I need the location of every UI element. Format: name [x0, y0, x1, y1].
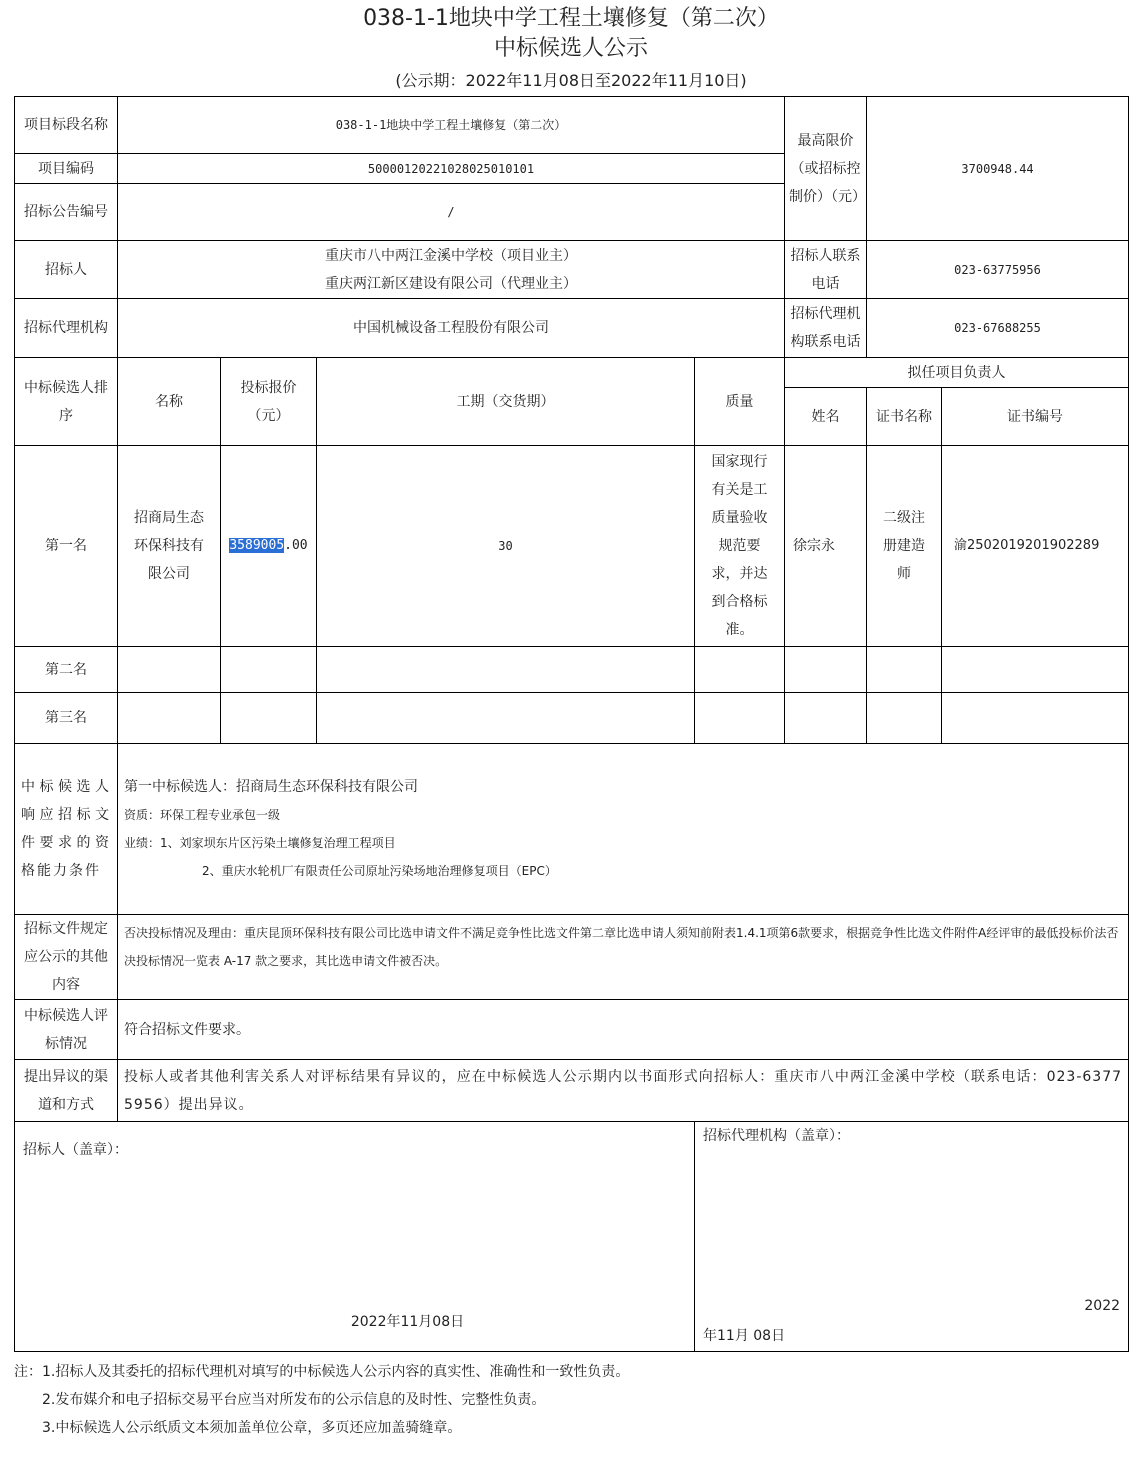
qualification-label: 中标候选人响应招标文件要求的资格能力条件: [15, 744, 118, 915]
candidate-quality: 国家现行有关是工质量验收规范要求，并达到合格标准。: [695, 446, 785, 647]
page-title: 038-1-1地块中学工程土壤修复（第二次）: [363, 6, 779, 31]
qualification-performance-1: 业绩：1、刘家坝东片区污染土壤修复治理工程项目: [124, 836, 396, 850]
qualification-performance-2: 2、重庆水轮机厂有限责任公司原址污染场地治理修复项目（EPC）: [202, 864, 557, 878]
agency-phone-value: 023-67688255: [867, 299, 1129, 358]
qualification-cert: 资质：环保工程专业承包一级: [124, 808, 281, 822]
candidate-price: [221, 446, 317, 647]
notice-no-value: /: [118, 184, 785, 241]
col-quality-header: 质量: [695, 358, 785, 446]
col-cert-no-header: 证书编号: [942, 388, 1129, 446]
table-row: [15, 693, 1129, 744]
candidate-cert-name: 二级注册建造师: [867, 446, 942, 647]
tenderer-value: [118, 241, 785, 299]
tenderer-seal-label: 招标人（盖章）：: [23, 1142, 128, 1158]
table-row: [15, 446, 1129, 647]
tenderer-phone-label: 招标人联系电话: [785, 241, 867, 299]
col-price-header: 投标报价（元）: [221, 358, 317, 446]
candidate-rank: 第三名: [15, 693, 118, 744]
tenderer-line-owner: 重庆市八中两江金溪中学校（项目业主）: [325, 247, 577, 264]
note-2: 2.发布媒介和电子招标交易平台应当对所发布的公示信息的及时性、完整性负责。: [42, 1392, 546, 1408]
agency-seal-area: [695, 1122, 1129, 1352]
candidate-cert-no: 渝2502019201902289: [942, 446, 1129, 647]
other-label: 招标文件规定应公示的其他内容: [15, 915, 118, 1000]
project-code-value: 500001202210280250101​01: [118, 154, 785, 184]
tenderer-line-agent: 重庆两江新区建设有限公司（代理业主）: [325, 275, 577, 292]
objection-label: 提出异议的渠道和方式: [15, 1060, 118, 1122]
max-price-label: 最高限价（或招标控制价）（元）: [785, 97, 867, 241]
agency-seal-year: 2022: [1084, 1298, 1121, 1314]
qualification-content: [118, 744, 1129, 915]
candidate-period: 30: [317, 446, 695, 647]
project-name-label: 项目标段名称: [15, 97, 118, 154]
tenderer-seal-date: 2022年11月08日: [350, 1314, 465, 1330]
tenderer-seal-area: [15, 1122, 695, 1352]
max-price-value: 3700948.44: [867, 97, 1129, 241]
evaluation-label: 中标候选人评标情况: [15, 1000, 118, 1060]
col-cert-name-header: 证书名称: [867, 388, 942, 446]
col-period-header: 工期（交货期）: [317, 358, 695, 446]
note-3: 3.中标候选人公示纸质文本须加盖单位公章，多页还应加盖骑缝章。: [42, 1420, 462, 1436]
publicity-period: (公示期：2022年11月08日至2022年11月10日): [395, 71, 747, 90]
objection-content: 投标人或者其他利害关系人对评标结果有异议的，应在中标候选人公示期内以书面形式向招标人：重庆市八中两江金溪中学校（联系电话：023-63775956）提出异议。: [118, 1060, 1129, 1122]
col-manager-header: 拟任项目负责人: [785, 358, 1129, 388]
tenderer-phone-value: 023-63775956: [867, 241, 1129, 299]
agency-seal-date: 年11月 08日: [703, 1328, 786, 1344]
candidate-name: 招商局生态环保科技有限公司: [118, 446, 221, 647]
evaluation-content: 符合招标文件要求。: [118, 1000, 1129, 1060]
other-content: 否决投标情况及理由：重庆昆顶环保科技有限公司比选申请文件不满足竞争性比选文件第二章比选申请人须知前附表1.4.1项第6款要求，根据竞争性比选文件附件A经评审的最低投标价法否决投标情况一览表 A-17 款之要求，其比选申请文件被否决。: [118, 915, 1129, 1000]
agency-label: 招标代理机构: [15, 299, 118, 358]
tenderer-label: 招标人: [15, 241, 118, 299]
agency-value: 中国机械设备工程股份有限公司: [118, 299, 785, 358]
candidate-price-selected[interactable]: 3589005: [229, 538, 285, 553]
announcement-table: [14, 96, 1129, 1352]
notes: [14, 1358, 1128, 1442]
page-subtitle: 中标候选人公示: [493, 36, 648, 61]
project-code-label: 项目编码: [15, 154, 118, 184]
col-manager-name-header: 姓名: [785, 388, 867, 446]
agency-seal-label: 招标代理机构（盖章）：: [703, 1128, 850, 1144]
candidate-rank: 第一名: [15, 446, 118, 647]
col-name-header: 名称: [118, 358, 221, 446]
project-name-value: 038-1-1地块中学工程土壤修复（第二次）: [118, 97, 785, 154]
candidate-rank: 第二名: [15, 647, 118, 693]
candidate-price-decimals: .00: [284, 538, 308, 553]
candidate-manager-name: 徐宗永: [785, 446, 867, 647]
agency-phone-label: 招标代理机构联系电话: [785, 299, 867, 358]
qualification-first-candidate: 第一中标候选人：招商局生态环保科技有限公司: [124, 779, 418, 795]
col-rank-header: 中标候选人排序: [15, 358, 118, 446]
table-row: [15, 647, 1129, 693]
note-1: 注：1.招标人及其委托的招标代理机对填写的中标候选人公示内容的真实性、准确性和一致性负责。: [14, 1364, 630, 1380]
notice-no-label: 招标公告编号: [15, 184, 118, 241]
